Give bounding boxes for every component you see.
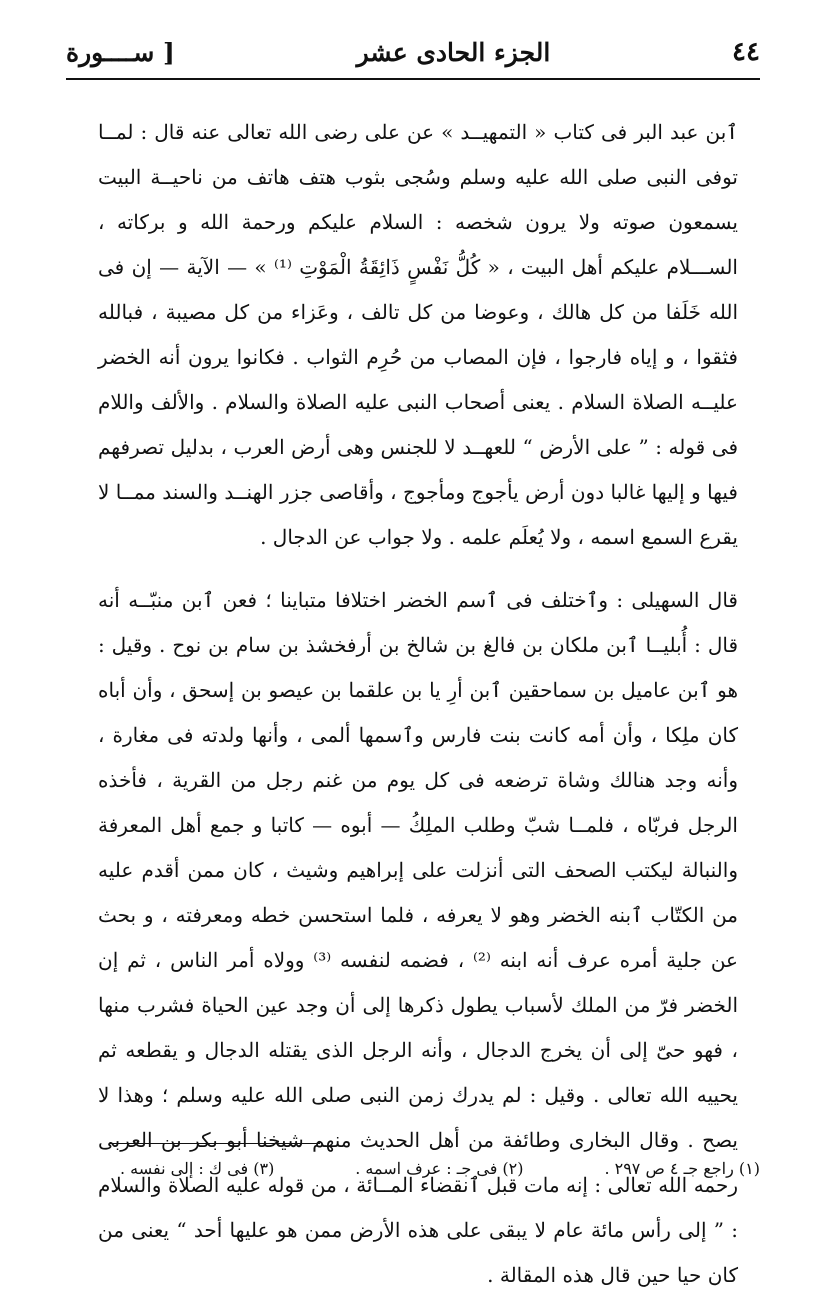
paragraph-2: قال السهيلى : وٱختلف فى ٱسم الخضر اختلافا متباينا ؛ فعن ٱبن منبّــه أنه قال : أُبليــا ٱبن ملكان بن فالغ بن شالخ بن أرفخشذ بن سام بن نوح . وقيل : هو ٱبن عاميل بن سماحقين ٱبن أرِ يا بن علقما بن عيصو بن إسحق ، وأن أباه كان ملِكا ، وأن أمه كانت بنت فارس وٱسمها ألمى ، وأنها ولدته فى مغارة ، وأنه وجد هنالك وشاة ترضعه فى كل يوم من غنم رجل من القرية ، فأخذه الرجل فربّاه ، فلمــا شبّ وطلب الملِكُ — أبوه — كاتبا و جمع أهل المعرفة والنبالة ليكتب الصحف التى أنزلت على إبراهيم وشيث ، كان ممن أقدم عليه من الكتّاب ٱبنه الخضر وهو لا يعرفه ، فلما استحسن خطه ومعرفته ، و بحث عن جلية أمره عرف أنه ابنه ⁽²⁾ ، فضمه لنفسه ⁽³⁾ وولاه أمر الناس ، ثم إن الخضر فرّ من الملك لأسباب يطول ذكرها إلى أن وجد عين الحياة فشرب منها ، فهو حىّ إلى أن يخرج الدجال ، وأنه الرجل الذى يقتله الدجال و يقطعه ثم يحييه الله تعالى . وقيل : لم يدرك زمن النبى صلى الله عليه وسلم ؛ وهذا لا يصح . وقال البخارى وطائفة من أهل الحديث منهم شيخنا أبو بكر بن العربى رحمه الله تعالى : إنه مات قبل ٱنقضاء المــائة ، من قوله عليه الصلاة والسلام : ” إلى رأس مائة عام لا يبقى على هذه الأرض ممن هو عليها أحد “ يعنى من كان حيا حين قال هذه المقالة . [98, 588, 738, 1287]
body-text [98, 110, 738, 1298]
footnote-2: (٢) فى جـ : عرف اسمه . [355, 1158, 524, 1178]
footnote-1: (١) راجع جـ ٤ ص ٢٩٧ . [604, 1158, 760, 1178]
surah-label: [ ســــورة [66, 37, 175, 67]
footnote-3: (٣) فى ك : إلى نفسه . [120, 1158, 275, 1178]
page-header [66, 30, 760, 74]
part-title: الجزء الحادى عشر [356, 37, 551, 67]
footnotes [120, 1148, 760, 1188]
page-number: ٤٤ [732, 37, 760, 67]
header-rule [66, 78, 760, 80]
footnote-rule [110, 1143, 320, 1144]
paragraph-1: ٱبن عبد البر فى كتاب « التمهيــد » عن على رضى الله تعالى عنه قال : لمــا توفى النبى صلى الله عليه وسلم وسُجى بثوب هتف هاتف من ناحيــة البيت يسمعون صوته ولا يرون شخصه : السلام عليكم ورحمة الله و بركاته ، الســـلام عليكم أهل البيت ، « كُلُّ نَفْسٍ ذَائِقَةُ الْمَوْتِ ⁽¹⁾ » — الآية — إن فى الله خَلَفا من كل هالك ، وعوضا من كل تالف ، وعَزاء من كل مصيبة ، فبالله فثقوا ، و إياه فارجوا ، فإن المصاب من حُرِم الثواب . فكانوا يرون أنه الخضر عليــه الصلاة السلام . يعنى أصحاب النبى عليه الصلاة والسلام . والألف واللام فى قوله : ” على الأرض “ للعهــد لا للجنس وهى أرض العرب ، بدليل تصرفهم فيها و إليها غالبا دون أرض يأجوج ومأجوج ، وأقاصى جزر الهنــد والسند ممــا لا يقرع السمع اسمه ، ولا يُعلَم علمه . ولا جواب عن الدجال . [98, 120, 738, 549]
